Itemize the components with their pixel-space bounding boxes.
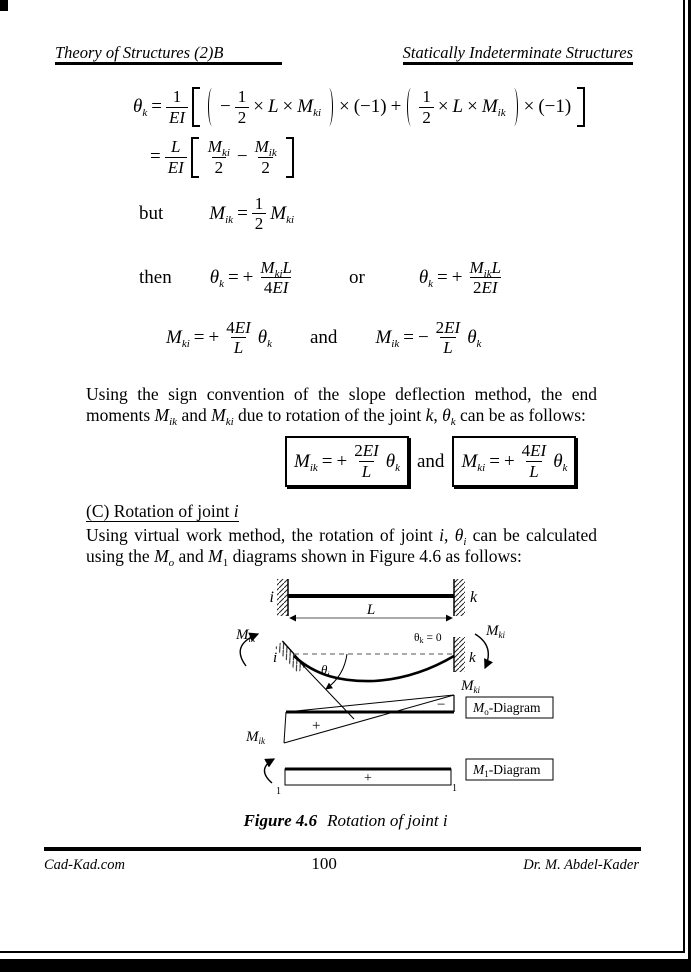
figure-caption-label: Figure 4.6 — [243, 811, 318, 831]
math-token: $M_{ki}$ — [461, 450, 486, 474]
fraction: $\frac{M_{ik}}{2}$ — [254, 137, 277, 177]
moment-arrow-right — [475, 634, 488, 668]
plus-sign: + — [364, 771, 372, 787]
right-bracket — [286, 137, 294, 177]
unit-value-left: 1 — [276, 786, 281, 798]
math-token: × — [253, 96, 264, 118]
label-Mki: $M_{ki}$ — [461, 678, 480, 696]
word-or: or — [348, 266, 365, 288]
fraction: $\frac{1}{EI}$ — [166, 87, 188, 127]
math-token: $M_{ki}$ — [166, 326, 190, 350]
math-token: = — [403, 326, 414, 348]
label-Mki: $M_{ki}$ — [486, 623, 505, 641]
fraction: $\frac{4EI}{L}$ — [226, 317, 251, 358]
fraction: $\frac{2EI}{L}$ — [354, 441, 379, 482]
M1-diagram-label: $M_1$-Diagram — [473, 762, 541, 780]
left-bracket — [192, 87, 200, 127]
boxed-equations-row — [285, 436, 691, 486]
elastic-curve — [294, 656, 454, 681]
header-left-title: Theory of Structures (2)B — [55, 44, 282, 65]
math-token: $\theta_k$ — [553, 450, 568, 474]
fraction: $\frac{M_{ki}L}{4EI}$ — [260, 257, 292, 298]
page-footer — [44, 854, 639, 874]
math-token: = — [237, 202, 248, 224]
word-and: and — [310, 326, 338, 348]
math-token: = — [437, 266, 448, 288]
fraction: $\frac{M_{ik}L}{2EI}$ — [469, 257, 502, 298]
math-token: − — [417, 326, 429, 348]
paragraph-virtual-work: Using virtual work method, the rotation of joint i, $\theta_i$ can be calculated using the $M_o$ and $M_1$ diagrams shown in Figure 4.6 as follows: — [86, 524, 597, 569]
right-paren — [510, 88, 518, 126]
unit-value-right: 1 — [452, 783, 457, 795]
math-token: $\theta_k$ — [209, 266, 224, 290]
math-token: = — [193, 326, 205, 348]
math-token: × — [467, 96, 478, 118]
label-i: i — [269, 589, 274, 607]
math-token: × — [437, 96, 449, 118]
right-paren — [325, 88, 333, 126]
paragraph-sign-convention: Using the sign convention of the slope deflection method, the end moments $M_{ik}$ and $M_{ki}$ due to rotation of the joint k, $\theta_k$ can be as follows: — [86, 383, 597, 429]
right-fixed-support — [454, 579, 465, 616]
math-token: (−1) — [353, 96, 387, 118]
right-fixed-support — [454, 637, 465, 672]
math-token: $M_{ki}$ — [297, 96, 322, 120]
boxed-equation-Mki: $M_{ki}$ = + $\frac{4EI}{L}$ $\theta_k$ — [452, 436, 576, 486]
figure-rotation-of-joint-i — [224, 573, 574, 805]
fraction: $\frac{1}{2}$ — [235, 87, 250, 127]
scan-edge-right-thin — [683, 0, 685, 951]
math-token: $M_{ki}$ — [270, 202, 295, 226]
page-number: 100 — [311, 854, 337, 874]
math-token: L — [267, 96, 279, 118]
math-token: − — [236, 146, 248, 168]
math-token: $\theta_k$ — [257, 326, 272, 350]
left-bracket — [191, 137, 199, 177]
label-theta-i: $\theta_i$ — [321, 662, 330, 680]
equation-theta-k-expansion — [133, 87, 691, 127]
word-then: then — [139, 266, 172, 288]
math-token: = — [227, 266, 239, 288]
unit-moment-arrow — [264, 759, 274, 783]
fraction: $\frac{1}{2}$ — [252, 194, 267, 234]
scan-edge-bottom-thick — [0, 959, 691, 972]
label-k: k — [470, 589, 478, 607]
figure-caption — [0, 811, 691, 831]
label-Mik: $M_{ik}$ — [246, 729, 265, 747]
math-token: (−1) — [538, 96, 572, 118]
word-and: and — [417, 450, 445, 472]
fraction: $\frac{L}{EI}$ — [165, 137, 187, 177]
fraction: $\frac{1}{2}$ — [419, 87, 434, 127]
math-token: L — [452, 96, 464, 118]
math-token: $M_{ik}$ — [375, 326, 400, 350]
footer-site: Cad-Kad.com — [44, 857, 125, 874]
math-token: − — [220, 96, 231, 118]
math-token: $\theta_k$ — [467, 326, 482, 350]
footer-author: Dr. M. Abdel-Kader — [523, 857, 639, 874]
math-token: + — [390, 96, 402, 118]
math-token: $M_{ik}$ — [294, 450, 318, 474]
math-token: + — [451, 266, 463, 288]
equation-but-relation — [139, 194, 691, 234]
footer-rule — [44, 847, 641, 851]
fraction: $\frac{4EI}{L}$ — [521, 441, 547, 482]
header-right-title: Statically Indeterminate Structures — [403, 44, 633, 65]
math-token: $\theta_k$ — [385, 450, 400, 474]
equation-then-theta-k — [139, 258, 691, 298]
scan-corner-mark — [0, 0, 8, 11]
word-but: but — [139, 202, 164, 224]
left-paren — [407, 88, 415, 126]
section-heading-rotation-of-joint-i: (C) Rotation of joint i — [86, 500, 239, 521]
right-bracket — [577, 87, 585, 127]
math-token: × — [339, 96, 350, 118]
label-k: k — [469, 650, 476, 667]
equation-moment-stiffness — [166, 318, 691, 358]
math-token: $M_{ik}$ — [481, 96, 506, 120]
equation-theta-k-simplified — [150, 137, 691, 177]
beam-diagram — [270, 579, 478, 618]
Mo-diagram — [245, 678, 553, 746]
left-fixed-support — [277, 579, 288, 616]
fraction: $\frac{2EI}{L}$ — [435, 317, 461, 358]
boxed-equation-Mik: $M_{ik}$ = + $\frac{2EI}{L}$ $\theta_k$ — [285, 436, 409, 486]
math-token: + — [208, 326, 220, 348]
figure-caption-text: Rotation of joint i — [327, 811, 448, 831]
math-token: = — [150, 146, 161, 168]
minus-sign: − — [437, 697, 446, 714]
deflected-shape-diagram — [235, 623, 505, 719]
scan-edge-bottom-thin — [0, 951, 685, 953]
math-token: = — [151, 96, 162, 118]
label-theta-k-zero: θk = 0 — [414, 632, 442, 646]
Mo-diagram-label: $M_o$-Diagram — [473, 700, 541, 718]
tilted-fixed-support — [275, 641, 305, 673]
fraction: $\frac{M_{ki}}{2}$ — [207, 137, 230, 177]
plus-sign: + — [312, 718, 321, 735]
left-paren — [208, 88, 216, 126]
math-token: $M_{ik}$ — [209, 202, 234, 226]
math-token: + — [242, 266, 254, 288]
page-header — [55, 44, 633, 65]
label-i: i — [273, 650, 278, 667]
label-L: L — [366, 602, 376, 619]
M1-diagram — [264, 759, 553, 797]
math-token: × — [282, 96, 294, 118]
math-token: $\theta_k$ — [133, 96, 148, 120]
math-token: $\theta_k$ — [418, 266, 434, 290]
label-Mik: $M_{ik}$ — [236, 627, 255, 645]
math-token: × — [523, 96, 535, 118]
